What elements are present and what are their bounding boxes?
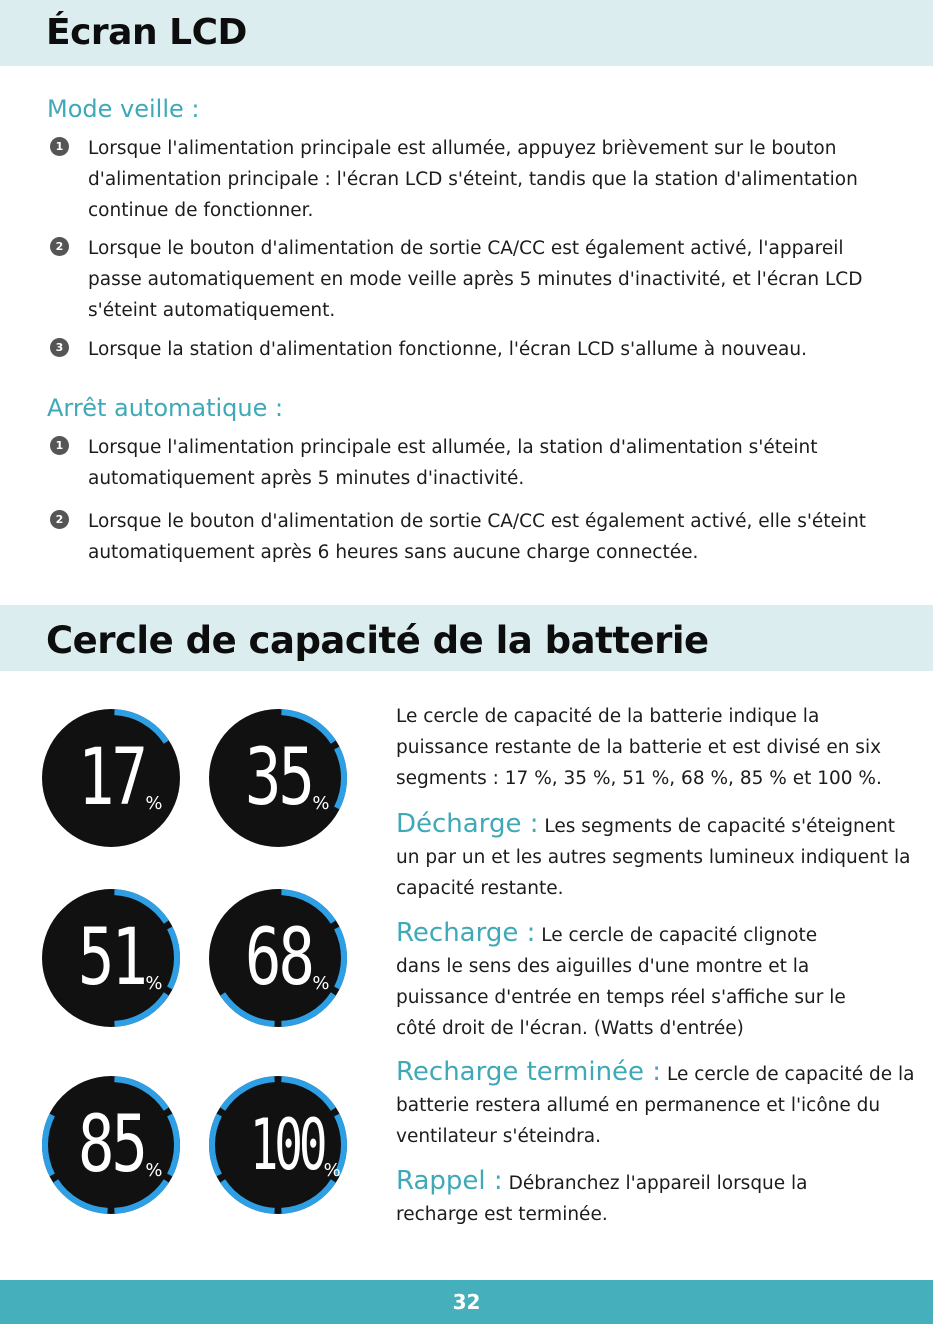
- gauge-readout: [40, 1074, 182, 1216]
- battery-gauge-85: [40, 1074, 182, 1216]
- battery-gauge-35: [207, 707, 349, 849]
- page-number: 32: [452, 1290, 481, 1314]
- section-header-battery: [0, 605, 933, 671]
- gauge-value: 51: [78, 913, 146, 1003]
- battery-intro: Le cercle de capacité de la batterie indique la puissance restante de la batterie et est divisé en six segments : 17 %, 35 %, 51 %, 68 %, 85 % et 100 %.: [396, 706, 882, 789]
- auto-off-item-text: Lorsque le bouton d'alimentation de sortie CA/CC est également activé, elle s'éteint automatiquement après 6 heures sans aucune charge connectée.: [88, 511, 867, 563]
- reminder-paragraph: [396, 1166, 866, 1230]
- discharge-paragraph: [396, 809, 916, 904]
- gauge-readout: [207, 887, 349, 1029]
- gauge-value: 35: [245, 733, 313, 823]
- auto-off-item-1: [47, 432, 887, 494]
- standby-item-2: [47, 233, 887, 326]
- gauge-readout: [40, 887, 182, 1029]
- gauge-unit: %: [145, 1160, 163, 1181]
- charging-text: Le cercle de capacité clignote dans le sens des aiguilles d'une montre et la puissance d'entrée en temps réel s'affiche sur le côté droit de l'écran. (Watts d'entrée): [396, 925, 846, 1039]
- discharge-label: Décharge :: [396, 809, 539, 839]
- charged-text: Le cercle de capacité de la batterie restera allumé en permanence et l'icône du ventilateur s'éteindra.: [396, 1064, 915, 1147]
- gauge-readout: [40, 707, 182, 849]
- standby-item-text: Lorsque la station d'alimentation fonctionne, l'écran LCD s'allume à nouveau.: [88, 339, 807, 360]
- discharge-text: Les segments de capacité s'éteignent un par un et les autres segments lumineux indiquent la capacité restante.: [396, 816, 911, 899]
- auto-off-heading: Arrêt automatique :: [47, 394, 284, 422]
- standby-item-text: Lorsque l'alimentation principale est allumée, appuyez brièvement sur le bouton d'alimentation principale : l'écran LCD s'éteint, tandis que la station d'alimentation continue de fonctionner.: [88, 138, 858, 221]
- charging-label: Recharge :: [396, 918, 536, 948]
- page-footer: [0, 1280, 933, 1324]
- reminder-label: Rappel :: [396, 1166, 503, 1196]
- standby-item-1: [47, 133, 887, 226]
- gauge-unit: %: [312, 973, 330, 994]
- gauge-value: 17: [78, 733, 146, 823]
- number-badge-icon: 2: [50, 510, 69, 529]
- gauge-readout: [207, 1074, 349, 1216]
- gauge-readout: [207, 707, 349, 849]
- standby-item-text: Lorsque le bouton d'alimentation de sortie CA/CC est également activé, l'appareil passe automatiquement en mode veille après 5 minutes d'inactivité, et l'écran LCD s'éteint automatiquement.: [88, 238, 863, 321]
- battery-gauge-68: [207, 887, 349, 1029]
- gauge-unit: %: [145, 973, 163, 994]
- number-badge-icon: 1: [50, 137, 69, 156]
- gauge-unit: %: [145, 793, 163, 814]
- charging-paragraph: [396, 918, 866, 1044]
- gauge-unit: %: [323, 1160, 341, 1181]
- auto-off-item-2: [47, 506, 887, 568]
- section-header-lcd: [0, 0, 933, 66]
- gauge-value: 85: [78, 1100, 146, 1190]
- gauge-value: 100: [249, 1104, 324, 1186]
- gauge-unit: %: [312, 793, 330, 814]
- section-title-lcd: Écran LCD: [46, 12, 247, 53]
- reminder-text: Débranchez l'appareil lorsque la recharge est terminée.: [396, 1173, 808, 1225]
- battery-gauge-51: [40, 887, 182, 1029]
- gauge-value: 68: [245, 913, 313, 1003]
- standby-item-3: [47, 334, 887, 365]
- auto-off-item-text: Lorsque l'alimentation principale est allumée, la station d'alimentation s'éteint automatiquement après 5 minutes d'inactivité.: [88, 437, 818, 489]
- battery-gauge-100: [207, 1074, 349, 1216]
- charged-label: Recharge terminée :: [396, 1057, 662, 1087]
- charged-paragraph: [396, 1057, 916, 1152]
- battery-gauge-17: [40, 707, 182, 849]
- number-badge-icon: 2: [50, 237, 69, 256]
- section-title-battery: Cercle de capacité de la batterie: [46, 619, 709, 662]
- standby-heading: Mode veille :: [47, 95, 200, 123]
- number-badge-icon: 3: [50, 338, 69, 357]
- number-badge-icon: 1: [50, 436, 69, 455]
